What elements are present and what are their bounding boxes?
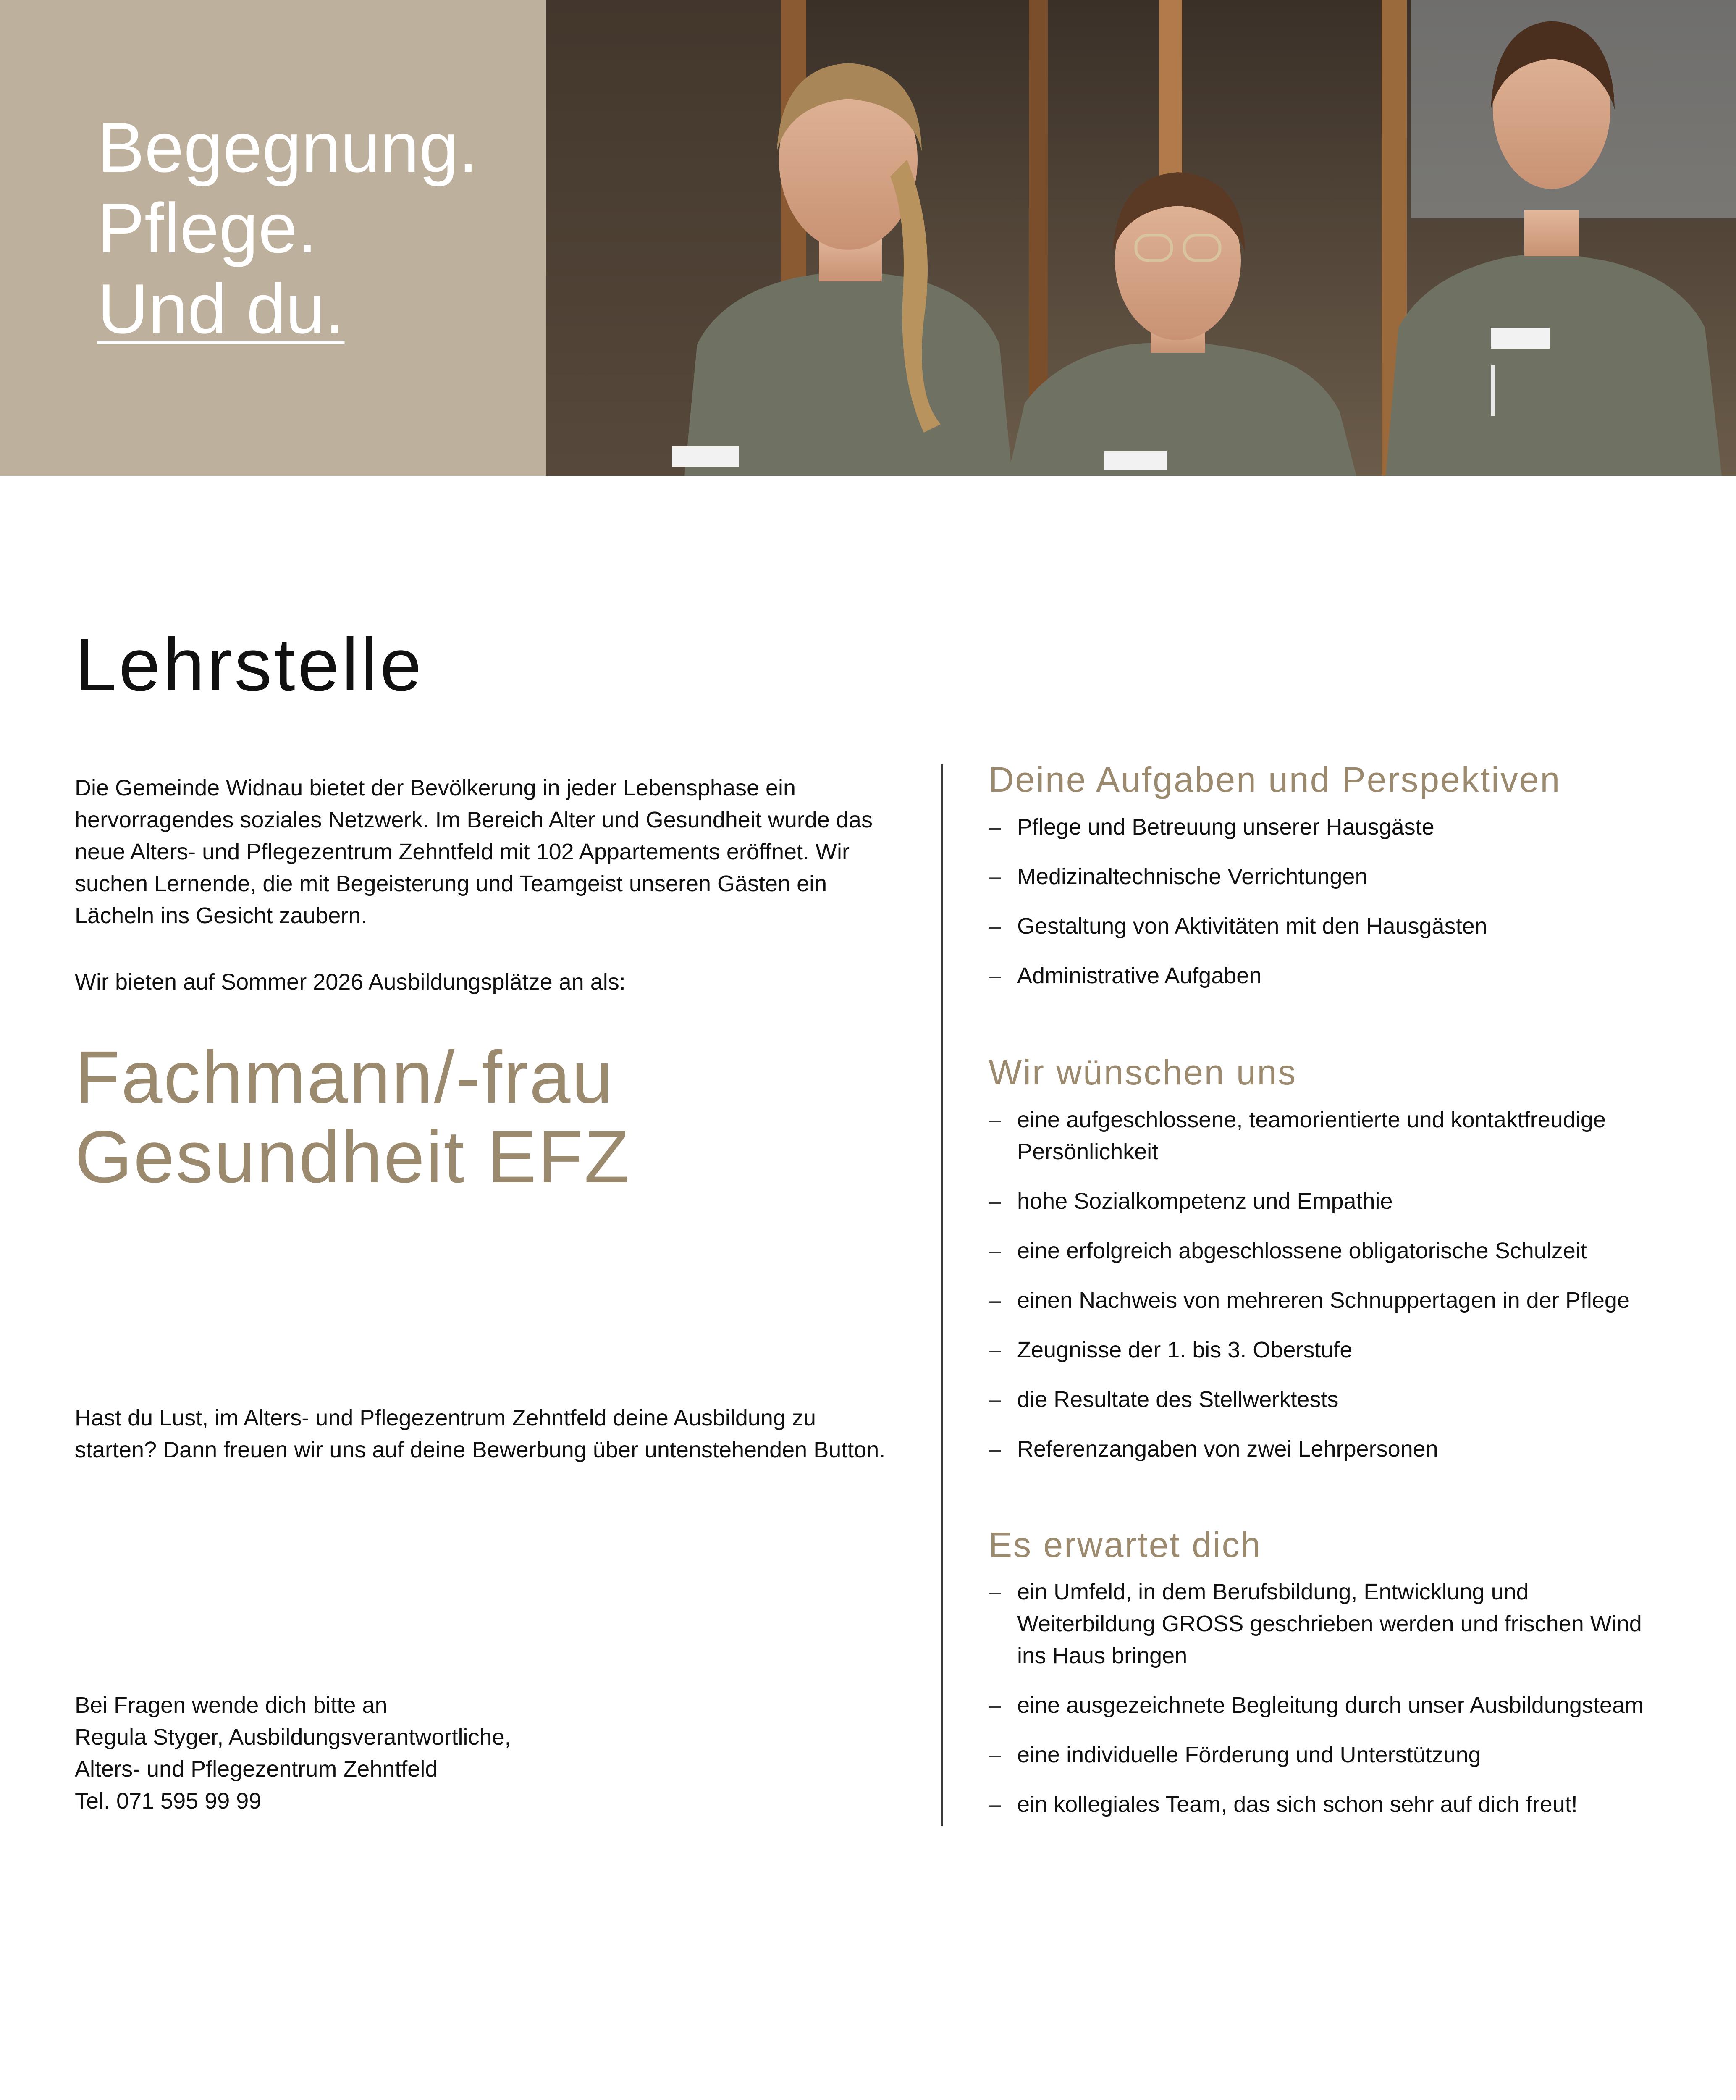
tasks-list bbox=[989, 811, 1669, 1009]
hero-title bbox=[97, 107, 478, 349]
list-item: – einen Nachweis von mehreren Schnuppertagen in der Pflege bbox=[989, 1284, 1669, 1316]
offers-list bbox=[989, 1576, 1669, 1838]
position-title-line-2: Gesundheit EFZ bbox=[75, 1116, 631, 1198]
list-item: – Medizinaltechnische Verrichtungen bbox=[989, 861, 1669, 892]
column-divider bbox=[941, 764, 943, 1826]
contact-line-3: Alters- und Pflegezentrum Zehntfeld bbox=[75, 1756, 438, 1782]
position-title-line-1: Fachmann/-frau bbox=[75, 1036, 614, 1118]
list-item: – Pflege und Betreuung unserer Hausgäste bbox=[989, 811, 1669, 843]
intro-paragraph: Die Gemeinde Widnau bietet der Bevölkerung in jeder Lebensphase ein hervorragendes soziales Netzwerk. Im Bereich Alter und Gesundheit wurde das neue Alters- und Pflegezentrum Zehntfeld mit 102 Appartements eröffnet. Wir suchen Lernende, die mit Begeisterung und Teamgeist unseren Gästen ein Lächeln ins Gesicht zaubern. bbox=[75, 775, 873, 928]
hero-photo-illustration bbox=[546, 0, 1736, 476]
list-item: – ein kollegiales Team, das sich schon sehr auf dich freut! bbox=[989, 1788, 1669, 1820]
section-title-wishes: Wir wünschen uns bbox=[989, 1053, 1297, 1092]
section-title-offers: Es erwartet dich bbox=[989, 1525, 1262, 1564]
list-item: – Administrative Aufgaben bbox=[989, 960, 1669, 992]
list-item: – eine aufgeschlossene, teamorientierte und kontaktfreudige Persönlichkeit bbox=[989, 1104, 1669, 1168]
list-item: – die Resultate des Stellwerktests bbox=[989, 1383, 1669, 1415]
wishes-list bbox=[989, 1104, 1669, 1483]
list-item: – eine ausgezeichnete Begleitung durch unser Ausbildungsteam bbox=[989, 1689, 1669, 1721]
position-title bbox=[75, 1037, 631, 1197]
contact-line-2: Regula Styger, Ausbildungsverantwortliche, bbox=[75, 1725, 511, 1750]
list-item: – Gestaltung von Aktivitäten mit den Hausgästen bbox=[989, 910, 1669, 942]
list-item: – eine individuelle Förderung und Unterstützung bbox=[989, 1739, 1669, 1771]
hero-photo bbox=[546, 0, 1736, 476]
section-title-tasks: Deine Aufgaben und Perspektiven bbox=[989, 760, 1561, 799]
page-title: Lehrstelle bbox=[75, 623, 424, 706]
contact-block bbox=[75, 1689, 894, 1817]
hero-line-2: Pflege. bbox=[97, 189, 317, 268]
offer-sentence: Wir bieten auf Sommer 2026 Ausbildungsplätze an als: bbox=[75, 969, 626, 995]
hero-line-3: Und du. bbox=[97, 269, 345, 348]
contact-phone: Tel. 071 595 99 99 bbox=[75, 1788, 262, 1814]
list-item: – Referenzangaben von zwei Lehrpersonen bbox=[989, 1433, 1669, 1465]
contact-line-1: Bei Fragen wende dich bitte an bbox=[75, 1693, 388, 1718]
hero-line-1: Begegnung. bbox=[97, 108, 478, 187]
list-item: – ein Umfeld, in dem Berufsbildung, Entwicklung und Weiterbildung GROSS geschrieben werden und frischen Wind ins Haus bringen bbox=[989, 1576, 1669, 1672]
list-item: – Zeugnisse der 1. bis 3. Oberstufe bbox=[989, 1334, 1669, 1366]
list-item: – eine erfolgreich abgeschlossene obligatorische Schulzeit bbox=[989, 1235, 1669, 1267]
call-to-action-text: Hast du Lust, im Alters- und Pflegezentrum Zehntfeld deine Ausbildung zu starten? Dann freuen wir uns auf deine Bewerbung über untenstehenden Button. bbox=[75, 1405, 886, 1462]
list-item: – hohe Sozialkompetenz und Empathie bbox=[989, 1185, 1669, 1217]
